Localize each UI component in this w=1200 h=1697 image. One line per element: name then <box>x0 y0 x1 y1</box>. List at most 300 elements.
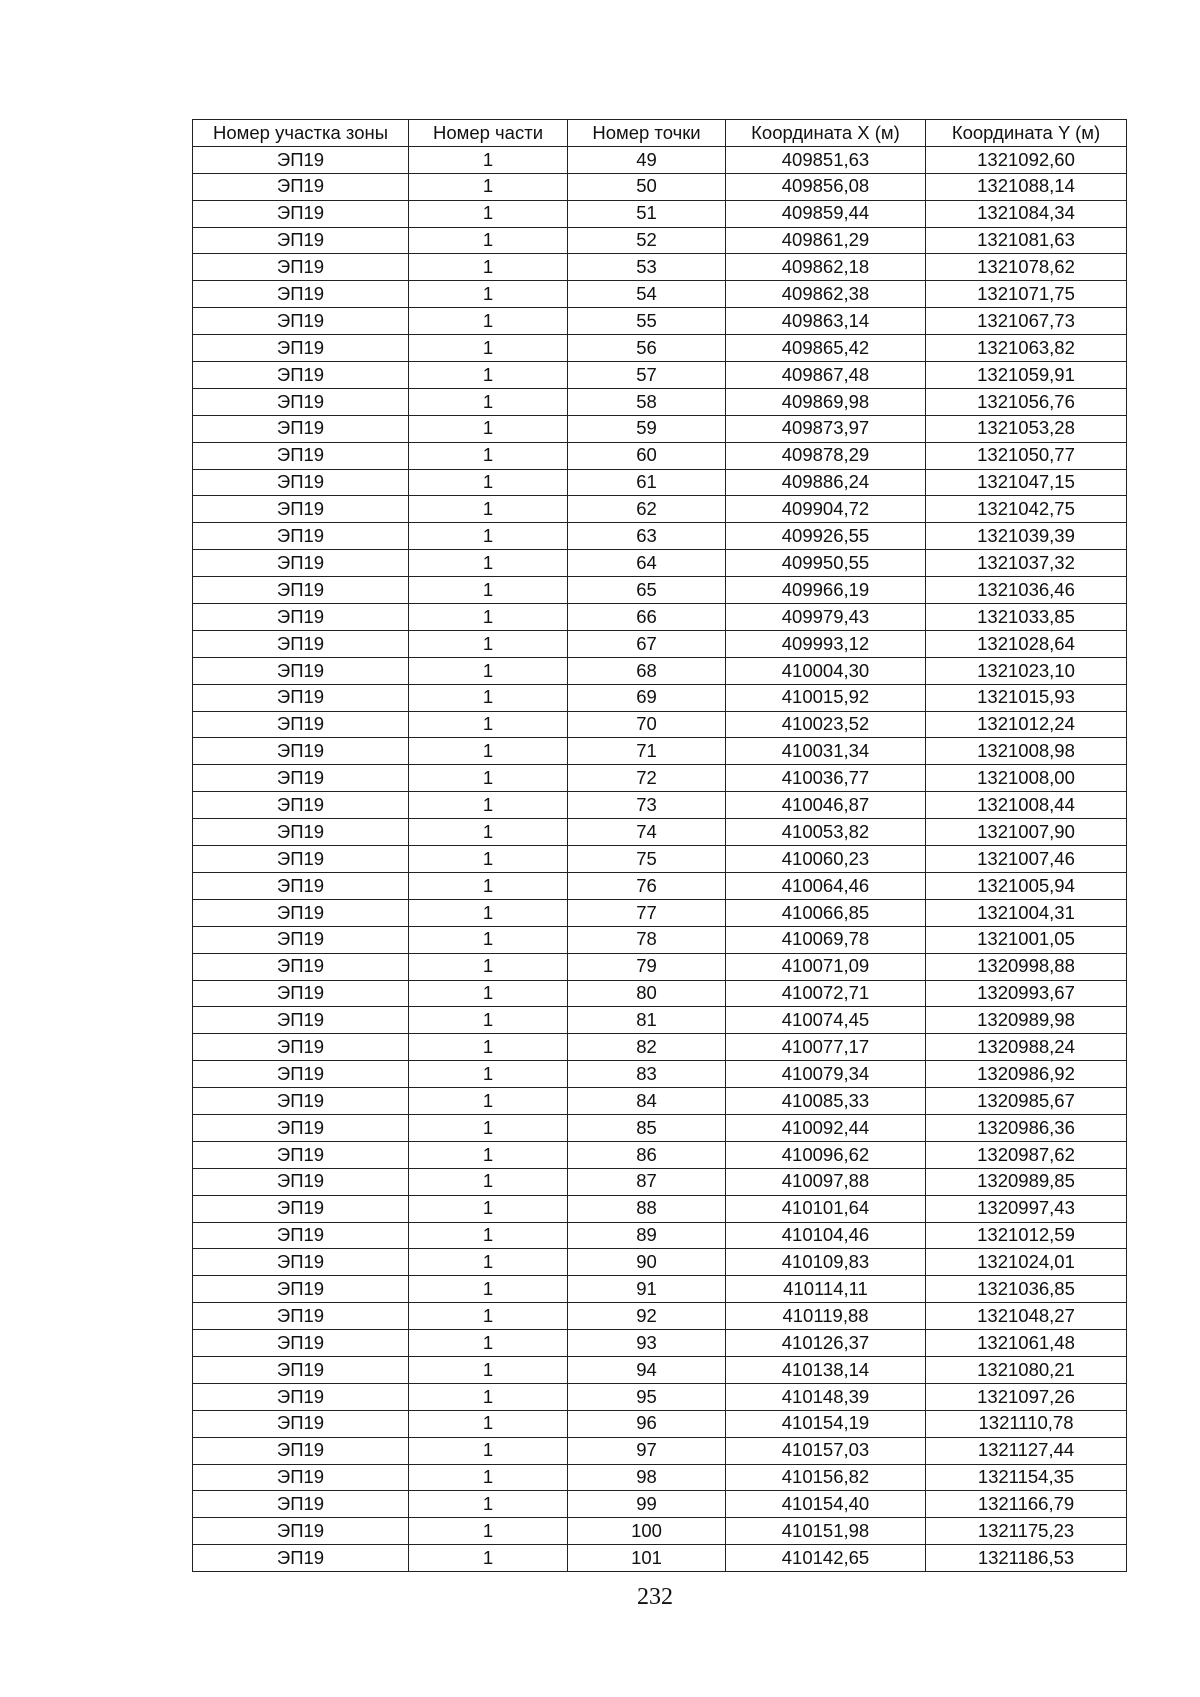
cell-zone-section-number: ЭП19 <box>193 1222 409 1249</box>
table-row <box>193 200 1127 227</box>
table-row <box>193 872 1127 899</box>
cell-coordinate-y: 1321097,26 <box>926 1383 1127 1410</box>
cell-coordinate-x: 409979,43 <box>726 604 926 631</box>
cell-coordinate-y: 1321175,23 <box>926 1518 1127 1545</box>
cell-coordinate-y: 1321084,34 <box>926 200 1127 227</box>
cell-zone-section-number: ЭП19 <box>193 1141 409 1168</box>
cell-point-number: 66 <box>568 604 726 631</box>
cell-part-number: 1 <box>409 765 568 792</box>
cell-coordinate-x: 410004,30 <box>726 657 926 684</box>
cell-point-number: 49 <box>568 146 726 173</box>
cell-part-number: 1 <box>409 1141 568 1168</box>
cell-coordinate-x: 410126,37 <box>726 1330 926 1357</box>
table-row <box>193 1356 1127 1383</box>
cell-point-number: 76 <box>568 872 726 899</box>
cell-coordinate-x: 410157,03 <box>726 1437 926 1464</box>
cell-coordinate-x: 410069,78 <box>726 926 926 953</box>
cell-coordinate-y: 1320986,92 <box>926 1061 1127 1088</box>
cell-zone-section-number: ЭП19 <box>193 926 409 953</box>
cell-point-number: 92 <box>568 1303 726 1330</box>
cell-point-number: 77 <box>568 899 726 926</box>
cell-point-number: 62 <box>568 496 726 523</box>
cell-zone-section-number: ЭП19 <box>193 308 409 335</box>
table-row <box>193 388 1127 415</box>
table-row <box>193 1518 1127 1545</box>
cell-point-number: 75 <box>568 846 726 873</box>
cell-part-number: 1 <box>409 1383 568 1410</box>
cell-coordinate-y: 1320985,67 <box>926 1088 1127 1115</box>
cell-coordinate-y: 1321050,77 <box>926 442 1127 469</box>
cell-coordinate-y: 1321063,82 <box>926 335 1127 362</box>
cell-coordinate-x: 409904,72 <box>726 496 926 523</box>
cell-coordinate-x: 410156,82 <box>726 1464 926 1491</box>
table-row <box>193 308 1127 335</box>
cell-coordinate-x: 410114,11 <box>726 1276 926 1303</box>
cell-part-number: 1 <box>409 388 568 415</box>
table-row <box>193 738 1127 765</box>
cell-zone-section-number: ЭП19 <box>193 1168 409 1195</box>
table-row <box>193 173 1127 200</box>
cell-part-number: 1 <box>409 254 568 281</box>
cell-coordinate-x: 410074,45 <box>726 1007 926 1034</box>
cell-zone-section-number: ЭП19 <box>193 765 409 792</box>
cell-part-number: 1 <box>409 1195 568 1222</box>
cell-point-number: 53 <box>568 254 726 281</box>
cell-part-number: 1 <box>409 1356 568 1383</box>
cell-zone-section-number: ЭП19 <box>193 980 409 1007</box>
cell-zone-section-number: ЭП19 <box>193 577 409 604</box>
cell-zone-section-number: ЭП19 <box>193 1276 409 1303</box>
cell-coordinate-x: 409869,98 <box>726 388 926 415</box>
cell-part-number: 1 <box>409 953 568 980</box>
cell-point-number: 93 <box>568 1330 726 1357</box>
cell-zone-section-number: ЭП19 <box>193 792 409 819</box>
table-row <box>193 604 1127 631</box>
cell-point-number: 79 <box>568 953 726 980</box>
table-row <box>193 899 1127 926</box>
cell-part-number: 1 <box>409 1330 568 1357</box>
table-row <box>193 496 1127 523</box>
table-row <box>193 819 1127 846</box>
cell-coordinate-x: 410023,52 <box>726 711 926 738</box>
cell-zone-section-number: ЭП19 <box>193 496 409 523</box>
table-row <box>193 926 1127 953</box>
cell-part-number: 1 <box>409 1222 568 1249</box>
cell-zone-section-number: ЭП19 <box>193 1491 409 1518</box>
cell-point-number: 70 <box>568 711 726 738</box>
cell-part-number: 1 <box>409 657 568 684</box>
cell-zone-section-number: ЭП19 <box>193 1249 409 1276</box>
cell-zone-section-number: ЭП19 <box>193 523 409 550</box>
cell-coordinate-y: 1321166,79 <box>926 1491 1127 1518</box>
cell-zone-section-number: ЭП19 <box>193 1518 409 1545</box>
cell-part-number: 1 <box>409 604 568 631</box>
cell-coordinate-y: 1320997,43 <box>926 1195 1127 1222</box>
table-row <box>193 1195 1127 1222</box>
table-row <box>193 765 1127 792</box>
cell-point-number: 100 <box>568 1518 726 1545</box>
cell-coordinate-y: 1321088,14 <box>926 173 1127 200</box>
cell-zone-section-number: ЭП19 <box>193 227 409 254</box>
table-row <box>193 684 1127 711</box>
cell-coordinate-y: 1321081,63 <box>926 227 1127 254</box>
cell-point-number: 71 <box>568 738 726 765</box>
cell-point-number: 56 <box>568 335 726 362</box>
cell-point-number: 57 <box>568 362 726 389</box>
cell-zone-section-number: ЭП19 <box>193 819 409 846</box>
table-row <box>193 1114 1127 1141</box>
table-row <box>193 415 1127 442</box>
cell-part-number: 1 <box>409 281 568 308</box>
cell-zone-section-number: ЭП19 <box>193 1410 409 1437</box>
cell-coordinate-y: 1320993,67 <box>926 980 1127 1007</box>
cell-part-number: 1 <box>409 926 568 953</box>
table-row <box>193 1545 1127 1572</box>
cell-coordinate-x: 409966,19 <box>726 577 926 604</box>
cell-coordinate-y: 1321127,44 <box>926 1437 1127 1464</box>
cell-coordinate-y: 1321078,62 <box>926 254 1127 281</box>
cell-coordinate-x: 410119,88 <box>726 1303 926 1330</box>
cell-coordinate-y: 1321039,39 <box>926 523 1127 550</box>
cell-zone-section-number: ЭП19 <box>193 953 409 980</box>
cell-point-number: 89 <box>568 1222 726 1249</box>
header-zone-section-number: Номер участка зоны <box>193 120 409 147</box>
cell-coordinate-x: 409867,48 <box>726 362 926 389</box>
cell-zone-section-number: ЭП19 <box>193 146 409 173</box>
cell-point-number: 52 <box>568 227 726 254</box>
cell-coordinate-x: 409859,44 <box>726 200 926 227</box>
table-row <box>193 227 1127 254</box>
cell-coordinate-x: 409926,55 <box>726 523 926 550</box>
cell-zone-section-number: ЭП19 <box>193 684 409 711</box>
table-row <box>193 335 1127 362</box>
cell-coordinate-y: 1320987,62 <box>926 1141 1127 1168</box>
cell-zone-section-number: ЭП19 <box>193 550 409 577</box>
cell-point-number: 81 <box>568 1007 726 1034</box>
cell-point-number: 51 <box>568 200 726 227</box>
cell-coordinate-x: 410138,14 <box>726 1356 926 1383</box>
cell-part-number: 1 <box>409 1437 568 1464</box>
cell-point-number: 88 <box>568 1195 726 1222</box>
header-row <box>193 120 1127 147</box>
cell-point-number: 64 <box>568 550 726 577</box>
cell-coordinate-y: 1321186,53 <box>926 1545 1127 1572</box>
cell-part-number: 1 <box>409 1088 568 1115</box>
cell-part-number: 1 <box>409 899 568 926</box>
cell-zone-section-number: ЭП19 <box>193 1007 409 1034</box>
cell-coordinate-x: 409861,29 <box>726 227 926 254</box>
coordinates-table <box>192 119 1127 1572</box>
cell-coordinate-x: 410077,17 <box>726 1034 926 1061</box>
cell-zone-section-number: ЭП19 <box>193 872 409 899</box>
cell-coordinate-y: 1321008,00 <box>926 765 1127 792</box>
cell-zone-section-number: ЭП19 <box>193 1545 409 1572</box>
cell-part-number: 1 <box>409 1249 568 1276</box>
cell-zone-section-number: ЭП19 <box>193 711 409 738</box>
cell-zone-section-number: ЭП19 <box>193 281 409 308</box>
cell-point-number: 72 <box>568 765 726 792</box>
table-row <box>193 1168 1127 1195</box>
cell-coordinate-y: 1321071,75 <box>926 281 1127 308</box>
cell-part-number: 1 <box>409 630 568 657</box>
cell-zone-section-number: ЭП19 <box>193 1303 409 1330</box>
table-row <box>193 711 1127 738</box>
cell-coordinate-x: 409950,55 <box>726 550 926 577</box>
table-row <box>193 846 1127 873</box>
cell-coordinate-y: 1321001,05 <box>926 926 1127 953</box>
cell-coordinate-x: 410097,88 <box>726 1168 926 1195</box>
table-row <box>193 1303 1127 1330</box>
cell-zone-section-number: ЭП19 <box>193 469 409 496</box>
table-row <box>193 1276 1127 1303</box>
cell-point-number: 60 <box>568 442 726 469</box>
cell-part-number: 1 <box>409 1061 568 1088</box>
cell-part-number: 1 <box>409 1518 568 1545</box>
cell-coordinate-y: 1321037,32 <box>926 550 1127 577</box>
cell-coordinate-x: 410154,40 <box>726 1491 926 1518</box>
cell-coordinate-x: 410060,23 <box>726 846 926 873</box>
cell-point-number: 86 <box>568 1141 726 1168</box>
cell-point-number: 65 <box>568 577 726 604</box>
cell-coordinate-x: 410046,87 <box>726 792 926 819</box>
cell-zone-section-number: ЭП19 <box>193 899 409 926</box>
header-coordinate-y: Координата Y (м) <box>926 120 1127 147</box>
cell-coordinate-x: 410036,77 <box>726 765 926 792</box>
cell-coordinate-y: 1321047,15 <box>926 469 1127 496</box>
cell-zone-section-number: ЭП19 <box>193 442 409 469</box>
cell-part-number: 1 <box>409 523 568 550</box>
cell-part-number: 1 <box>409 846 568 873</box>
cell-coordinate-y: 1321004,31 <box>926 899 1127 926</box>
cell-part-number: 1 <box>409 1303 568 1330</box>
cell-part-number: 1 <box>409 872 568 899</box>
cell-coordinate-y: 1321048,27 <box>926 1303 1127 1330</box>
header-part-number: Номер части <box>409 120 568 147</box>
cell-part-number: 1 <box>409 362 568 389</box>
cell-zone-section-number: ЭП19 <box>193 846 409 873</box>
table-row <box>193 1141 1127 1168</box>
cell-coordinate-y: 1321036,85 <box>926 1276 1127 1303</box>
cell-coordinate-x: 410071,09 <box>726 953 926 980</box>
cell-point-number: 82 <box>568 1034 726 1061</box>
cell-part-number: 1 <box>409 792 568 819</box>
cell-coordinate-x: 409865,42 <box>726 335 926 362</box>
cell-zone-section-number: ЭП19 <box>193 657 409 684</box>
cell-coordinate-y: 1321008,98 <box>926 738 1127 765</box>
cell-part-number: 1 <box>409 738 568 765</box>
cell-coordinate-y: 1321061,48 <box>926 1330 1127 1357</box>
cell-coordinate-x: 410092,44 <box>726 1114 926 1141</box>
table-row <box>193 1437 1127 1464</box>
cell-part-number: 1 <box>409 496 568 523</box>
cell-zone-section-number: ЭП19 <box>193 738 409 765</box>
cell-coordinate-y: 1321036,46 <box>926 577 1127 604</box>
cell-zone-section-number: ЭП19 <box>193 630 409 657</box>
cell-zone-section-number: ЭП19 <box>193 1195 409 1222</box>
cell-point-number: 98 <box>568 1464 726 1491</box>
cell-point-number: 74 <box>568 819 726 846</box>
cell-coordinate-x: 410154,19 <box>726 1410 926 1437</box>
cell-coordinate-x: 410079,34 <box>726 1061 926 1088</box>
table-row <box>193 1222 1127 1249</box>
table-row <box>193 1088 1127 1115</box>
table-row <box>193 1061 1127 1088</box>
cell-zone-section-number: ЭП19 <box>193 1356 409 1383</box>
cell-coordinate-y: 1321007,46 <box>926 846 1127 873</box>
table-row <box>193 1410 1127 1437</box>
cell-part-number: 1 <box>409 980 568 1007</box>
header-point-number: Номер точки <box>568 120 726 147</box>
cell-zone-section-number: ЭП19 <box>193 254 409 281</box>
cell-coordinate-x: 410109,83 <box>726 1249 926 1276</box>
table-row <box>193 281 1127 308</box>
cell-part-number: 1 <box>409 1276 568 1303</box>
cell-zone-section-number: ЭП19 <box>193 388 409 415</box>
cell-coordinate-y: 1321007,90 <box>926 819 1127 846</box>
table-row <box>193 469 1127 496</box>
cell-coordinate-y: 1321012,24 <box>926 711 1127 738</box>
cell-zone-section-number: ЭП19 <box>193 362 409 389</box>
cell-point-number: 59 <box>568 415 726 442</box>
cell-point-number: 101 <box>568 1545 726 1572</box>
cell-part-number: 1 <box>409 1114 568 1141</box>
table-row <box>193 362 1127 389</box>
cell-coordinate-y: 1321028,64 <box>926 630 1127 657</box>
cell-part-number: 1 <box>409 415 568 442</box>
table-row <box>193 953 1127 980</box>
cell-coordinate-x: 410015,92 <box>726 684 926 711</box>
table-body <box>193 146 1127 1571</box>
cell-coordinate-x: 409863,14 <box>726 308 926 335</box>
table-row <box>193 1464 1127 1491</box>
cell-coordinate-x: 409873,97 <box>726 415 926 442</box>
cell-zone-section-number: ЭП19 <box>193 1437 409 1464</box>
cell-coordinate-y: 1320989,98 <box>926 1007 1127 1034</box>
cell-coordinate-x: 409862,38 <box>726 281 926 308</box>
cell-zone-section-number: ЭП19 <box>193 1114 409 1141</box>
cell-coordinate-x: 410096,62 <box>726 1141 926 1168</box>
cell-part-number: 1 <box>409 684 568 711</box>
cell-coordinate-y: 1321056,76 <box>926 388 1127 415</box>
table-row <box>193 1249 1127 1276</box>
cell-zone-section-number: ЭП19 <box>193 415 409 442</box>
cell-zone-section-number: ЭП19 <box>193 1383 409 1410</box>
cell-coordinate-y: 1321008,44 <box>926 792 1127 819</box>
cell-part-number: 1 <box>409 1410 568 1437</box>
cell-point-number: 58 <box>568 388 726 415</box>
cell-coordinate-x: 410066,85 <box>726 899 926 926</box>
cell-point-number: 90 <box>568 1249 726 1276</box>
cell-coordinate-y: 1321023,10 <box>926 657 1127 684</box>
table-row <box>193 792 1127 819</box>
cell-part-number: 1 <box>409 1168 568 1195</box>
cell-point-number: 96 <box>568 1410 726 1437</box>
cell-coordinate-x: 409993,12 <box>726 630 926 657</box>
cell-coordinate-y: 1321067,73 <box>926 308 1127 335</box>
cell-zone-section-number: ЭП19 <box>193 604 409 631</box>
table-row <box>193 550 1127 577</box>
table-row <box>193 657 1127 684</box>
cell-point-number: 91 <box>568 1276 726 1303</box>
table-row <box>193 630 1127 657</box>
cell-zone-section-number: ЭП19 <box>193 1061 409 1088</box>
cell-point-number: 80 <box>568 980 726 1007</box>
cell-zone-section-number: ЭП19 <box>193 200 409 227</box>
cell-part-number: 1 <box>409 1545 568 1572</box>
cell-zone-section-number: ЭП19 <box>193 1330 409 1357</box>
cell-part-number: 1 <box>409 1007 568 1034</box>
cell-coordinate-x: 410151,98 <box>726 1518 926 1545</box>
cell-part-number: 1 <box>409 550 568 577</box>
cell-zone-section-number: ЭП19 <box>193 1464 409 1491</box>
cell-coordinate-y: 1321015,93 <box>926 684 1127 711</box>
cell-point-number: 68 <box>568 657 726 684</box>
cell-part-number: 1 <box>409 173 568 200</box>
cell-coordinate-y: 1320988,24 <box>926 1034 1127 1061</box>
table-row <box>193 577 1127 604</box>
table-header <box>193 120 1127 147</box>
cell-part-number: 1 <box>409 227 568 254</box>
cell-point-number: 85 <box>568 1114 726 1141</box>
table-row <box>193 523 1127 550</box>
cell-point-number: 84 <box>568 1088 726 1115</box>
cell-point-number: 99 <box>568 1491 726 1518</box>
cell-part-number: 1 <box>409 469 568 496</box>
table-row <box>193 1491 1127 1518</box>
header-coordinate-x: Координата X (м) <box>726 120 926 147</box>
cell-coordinate-x: 409851,63 <box>726 146 926 173</box>
table-row <box>193 1330 1127 1357</box>
cell-point-number: 95 <box>568 1383 726 1410</box>
table-row <box>193 1034 1127 1061</box>
cell-point-number: 94 <box>568 1356 726 1383</box>
cell-coordinate-y: 1321154,35 <box>926 1464 1127 1491</box>
cell-coordinate-y: 1321080,21 <box>926 1356 1127 1383</box>
cell-part-number: 1 <box>409 1464 568 1491</box>
cell-coordinate-x: 410101,64 <box>726 1195 926 1222</box>
cell-coordinate-x: 409886,24 <box>726 469 926 496</box>
cell-part-number: 1 <box>409 1491 568 1518</box>
table-row <box>193 146 1127 173</box>
cell-coordinate-x: 410064,46 <box>726 872 926 899</box>
cell-coordinate-x: 409878,29 <box>726 442 926 469</box>
cell-point-number: 83 <box>568 1061 726 1088</box>
cell-coordinate-x: 410142,65 <box>726 1545 926 1572</box>
cell-point-number: 73 <box>568 792 726 819</box>
cell-part-number: 1 <box>409 577 568 604</box>
cell-coordinate-y: 1321042,75 <box>926 496 1127 523</box>
cell-point-number: 54 <box>568 281 726 308</box>
cell-point-number: 87 <box>568 1168 726 1195</box>
cell-coordinate-y: 1321053,28 <box>926 415 1127 442</box>
table-row <box>193 254 1127 281</box>
cell-zone-section-number: ЭП19 <box>193 1034 409 1061</box>
cell-coordinate-x: 410053,82 <box>726 819 926 846</box>
cell-coordinate-x: 410104,46 <box>726 1222 926 1249</box>
cell-point-number: 55 <box>568 308 726 335</box>
cell-part-number: 1 <box>409 146 568 173</box>
cell-point-number: 69 <box>568 684 726 711</box>
cell-coordinate-y: 1321059,91 <box>926 362 1127 389</box>
table-row <box>193 1007 1127 1034</box>
cell-point-number: 78 <box>568 926 726 953</box>
cell-coordinate-x: 410072,71 <box>726 980 926 1007</box>
cell-coordinate-x: 410085,33 <box>726 1088 926 1115</box>
cell-coordinate-y: 1321024,01 <box>926 1249 1127 1276</box>
cell-coordinate-y: 1320989,85 <box>926 1168 1127 1195</box>
cell-coordinate-y: 1321092,60 <box>926 146 1127 173</box>
cell-zone-section-number: ЭП19 <box>193 1088 409 1115</box>
